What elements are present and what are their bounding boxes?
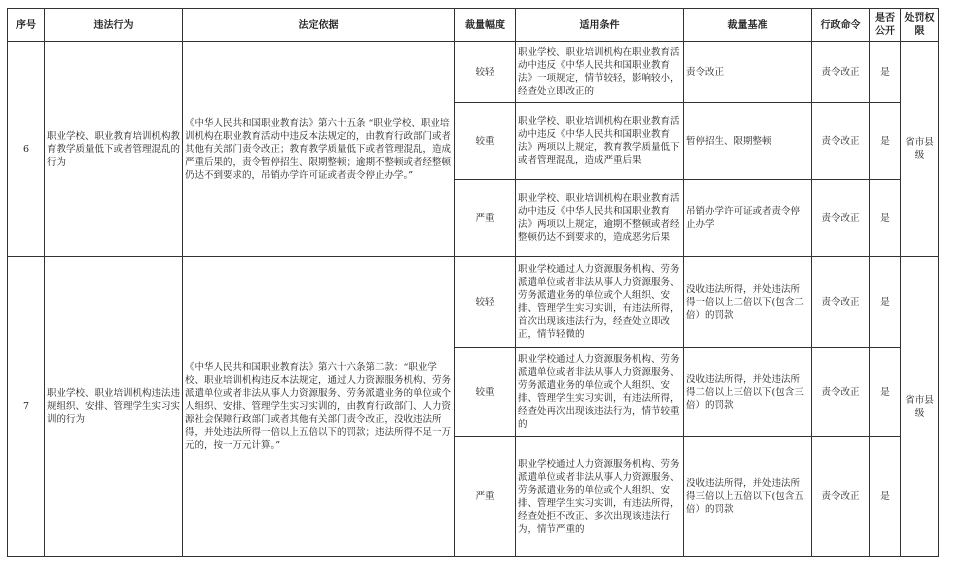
standard-cell: 暂停招生、限期整顿 [684,103,812,180]
basis-cell: 《中华人民共和国职业教育法》第六十六条第二款：“职业学校、职业培训机构违反本法规定，通过人力资源服务机构、劳务派遣单位或者非法从事人力资源服务、劳务派遣业务的单位或个人组织、安排、管理学生实习实训的，由教育行政部门、人力资源社会保障行政部门或者其他有关部门责令改正，没收违法所得，并处违法所得一倍以上五倍以下的罚款；违法所得不足一万元的，按一万元计算。” [183,257,455,557]
header-violation: 违法行为 [45,9,183,42]
authority-cell: 省市县级 [901,257,939,557]
public-cell: 是 [870,180,901,257]
violation-cell: 职业学校、职业教育培训机构教育教学质量低下或者管理混乱的行为 [45,42,183,257]
order-cell: 责令改正 [812,103,870,180]
header-basis: 法定依据 [183,9,455,42]
degree-cell: 较重 [455,348,516,437]
header-seq: 序号 [8,9,45,42]
degree-cell: 较重 [455,103,516,180]
public-cell: 是 [870,103,901,180]
standard-cell: 责令改正 [684,42,812,103]
standard-cell: 没收违法所得，并处违法所得二倍以上三倍以下(包含三倍）的罚款 [684,348,812,437]
header-standard: 裁量基准 [684,9,812,42]
order-cell: 责令改正 [812,437,870,557]
header-degree: 裁量幅度 [455,9,516,42]
order-cell: 责令改正 [812,348,870,437]
penalty-discretion-table [7,8,939,557]
order-cell: 责令改正 [812,42,870,103]
basis-cell: 《中华人民共和国职业教育法》第六十五条 “职业学校、职业培训机构在职业教育活动中违反本法规定的，由教育行政部门或者其他有关部门责令改正；教育教学质量低下或者管理混乱，造成严重后果的，责令暂停招生、限期整顿；逾期不整顿或者经整顿仍达不到要求的，吊销办学许可证或者责令停止办学。” [183,42,455,257]
condition-cell: 职业学校通过人力资源服务机构、劳务派遣单位或者非法从事人力资源服务、劳务派遣业务的单位或个人组织、安排、管理学生实习实训，有违法所得，经查处再次出现该违法行为，情节较重的 [516,348,684,437]
public-cell: 是 [870,42,901,103]
public-cell: 是 [870,437,901,557]
condition-cell: 职业学校通过人力资源服务机构、劳务派遣单位或者非法从事人力资源服务、劳务派遣业务的单位或个人组织、安排、管理学生实习实训，有违法所得，首次出现该违法行为，经查处立即改正，情节轻微的 [516,257,684,348]
public-cell: 是 [870,257,901,348]
header-order: 行政命令 [812,9,870,42]
standard-cell: 没收违法所得，并处违法所得三倍以上五倍以下(包含五倍）的罚款 [684,437,812,557]
seq-cell: 6 [8,42,45,257]
public-cell: 是 [870,348,901,437]
degree-cell: 较轻 [455,257,516,348]
seq-cell: 7 [8,257,45,557]
condition-cell: 职业学校、职业培训机构在职业教育活动中违反《中华人民共和国职业教育法》两项以上规定，逾期不整顿或者经整顿仍达不到要求的，造成恶劣后果 [516,180,684,257]
header-row [8,9,939,42]
header-public: 是否公开 [870,9,901,42]
condition-cell: 职业学校通过人力资源服务机构、劳务派遣单位或者非法从事人力资源服务、劳务派遣业务的单位或个人组织、安排、管理学生实习实训，有违法所得，经查处拒不改正、多次出现该违法行为，情节严重的 [516,437,684,557]
condition-cell: 职业学校、职业培训机构在职业教育活动中违反《中华人民共和国职业教育法》两项以上规定，教育教学质量低下或者管理混乱，造成严重后果 [516,103,684,180]
authority-cell: 省市县级 [901,42,939,257]
header-condition: 适用条件 [516,9,684,42]
standard-cell: 没收违法所得，并处违法所得一倍以上二倍以下(包含二倍）的罚款 [684,257,812,348]
order-cell: 责令改正 [812,180,870,257]
header-authority: 处罚权限 [901,9,939,42]
violation-cell: 职业学校、职业培训机构违法违规组织、安排、管理学生实习实训的行为 [45,257,183,557]
degree-cell: 严重 [455,437,516,557]
order-cell: 责令改正 [812,257,870,348]
condition-cell: 职业学校、职业培训机构在职业教育活动中违反《中华人民共和国职业教育法》一项规定，情节较轻，影响较小，经查处立即改正的 [516,42,684,103]
standard-cell: 吊销办学许可证或者责令停止办学 [684,180,812,257]
table-row [8,42,939,103]
table-row [8,257,939,348]
degree-cell: 较轻 [455,42,516,103]
degree-cell: 严重 [455,180,516,257]
